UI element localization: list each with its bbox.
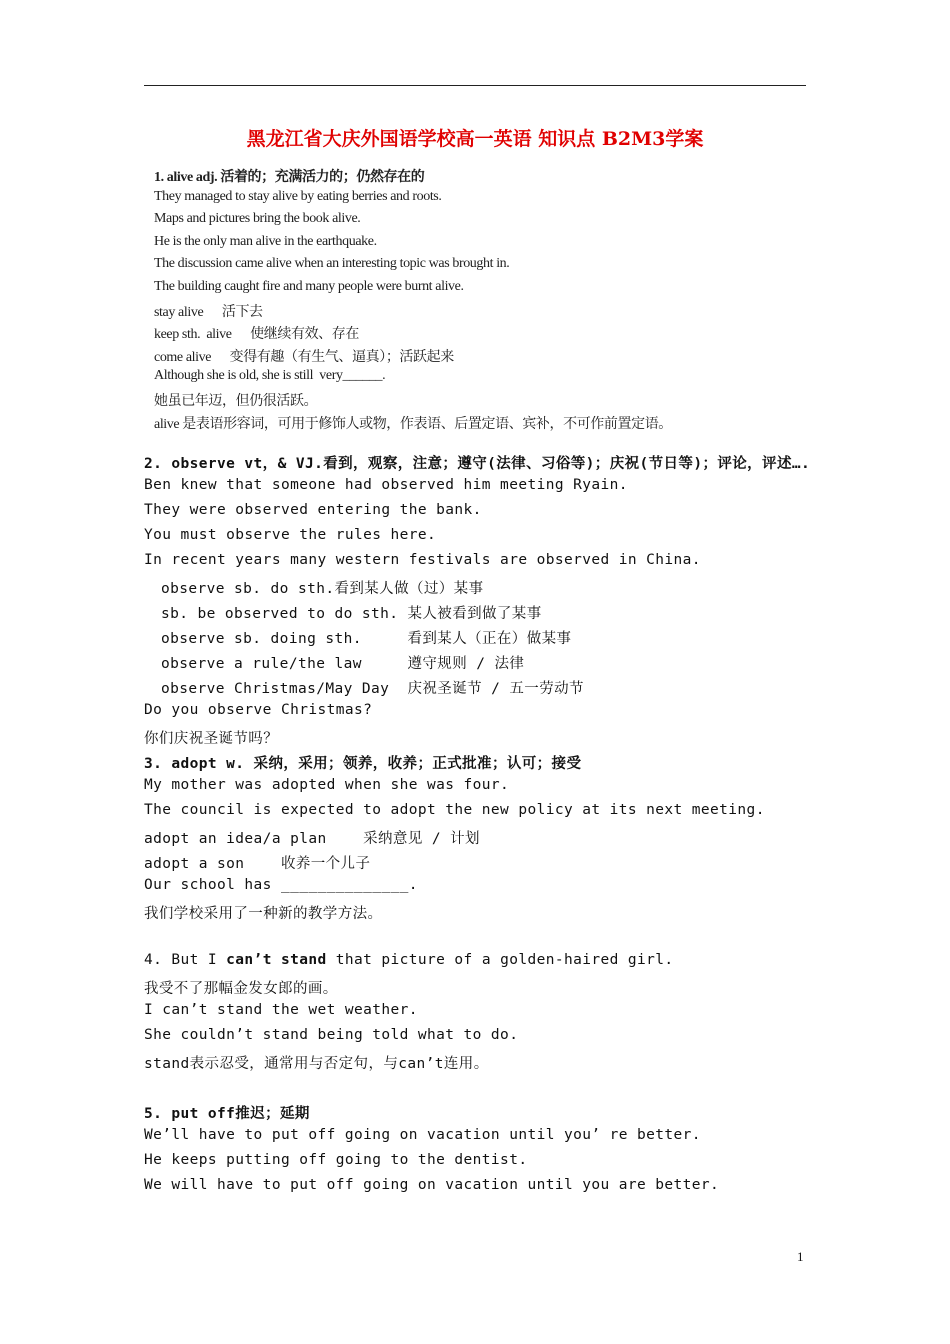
image-line: come alive 变得有趣（有生气、逼真）；活跃起来 — [154, 350, 454, 365]
adopt-heading: 3. adopt w. 采纳，采用；领养，收养；正式批准；认可；接受 — [144, 756, 582, 772]
phrase-line: observe a rule/the law 遵守规则 / 法律 — [161, 656, 525, 672]
text-span: 4. But I — [144, 952, 227, 968]
bold-phrase: can’t stand — [226, 952, 327, 968]
page-title: 黑龙江省大庆外国语学校高一英语 知识点 B2M3学案 — [246, 128, 704, 150]
image-line: Although she is old, she is still very______. — [154, 368, 386, 383]
image-line: He is the only man alive in the earthquake. — [154, 234, 377, 249]
image-line: The building caught fire and many people were burnt alive. — [154, 279, 464, 294]
phrase-line: observe Christmas/May Day 庆祝圣诞节 / 五一劳动节 — [161, 681, 584, 697]
text-line: The council is expected to adopt the new policy at its next meeting. — [144, 802, 765, 818]
page-number: 1 — [797, 1249, 804, 1264]
text-line: 你们庆祝圣诞节吗？ — [144, 731, 279, 747]
text-line: My mother was adopted when she was four. — [144, 777, 510, 793]
header-rule — [144, 85, 806, 86]
image-line: Maps and pictures bring the book alive. — [154, 211, 361, 226]
image-line: The discussion came alive when an interesting topic was brought in. — [154, 256, 510, 271]
image-line: 她虽已年迈，但仍很活跃。 — [154, 394, 318, 409]
image-line: alive 是表语形容词，可用于修饰人或物，作表语、后置定语、宾补，不可作前置定语。 — [154, 417, 672, 432]
text-line: I can’t stand the wet weather. — [144, 1002, 418, 1018]
text-line: We’ll have to put off going on vacation until you’ re better. — [144, 1127, 701, 1143]
image-line: stay alive 活下去 — [154, 305, 263, 320]
text-line: stand表示忍受，通常用与否定句，与can’t连用。 — [144, 1056, 489, 1072]
text-line: He keeps putting off going to the dentist. — [144, 1152, 528, 1168]
text-span: that picture of a golden-haired girl. — [326, 952, 674, 968]
text-line: Do you observe Christmas? — [144, 702, 373, 718]
put-off-heading: 5. put off推迟；延期 — [144, 1106, 310, 1122]
text-line: She couldn’t stand being told what to do. — [144, 1027, 519, 1043]
text-line: Ben knew that someone had observed him meeting Ryain. — [144, 477, 628, 493]
text-line: They were observed entering the bank. — [144, 502, 482, 518]
observe-heading: 2. observe vt，& VJ.看到，观察，注意；遵守(法律、习俗等)；庆祝(节日等)；评论，评述…. — [144, 456, 811, 472]
text-line: 我受不了那幅金发女郎的画。 — [144, 981, 338, 997]
text-line: adopt an idea/a plan 采纳意见 / 计划 — [144, 831, 480, 847]
phrase-line: observe sb. doing sth. 看到某人（正在）做某事 — [161, 631, 572, 647]
image-line: keep sth. alive 使继续有效、存在 — [154, 327, 359, 342]
text-line: In recent years many western festivals are observed in China. — [144, 552, 701, 568]
phrase-line: sb. be observed to do sth. 某人被看到做了某事 — [161, 606, 542, 622]
text-line: Our school has ______________. — [144, 877, 418, 893]
image-line: They managed to stay alive by eating berries and roots. — [154, 189, 442, 204]
cant-stand-line — [144, 952, 674, 968]
phrase-line: observe sb. do sth.看到某人做（过）某事 — [161, 581, 484, 597]
text-line: 我们学校采用了一种新的教学方法。 — [144, 906, 383, 922]
text-line: You must observe the rules here. — [144, 527, 437, 543]
text-line: We will have to put off going on vacation until you are better. — [144, 1177, 720, 1193]
text-line: adopt a son 收养一个儿子 — [144, 856, 371, 872]
alive-heading: 1. alive adj. 活着的；充满活力的；仍然存在的 — [154, 170, 425, 185]
